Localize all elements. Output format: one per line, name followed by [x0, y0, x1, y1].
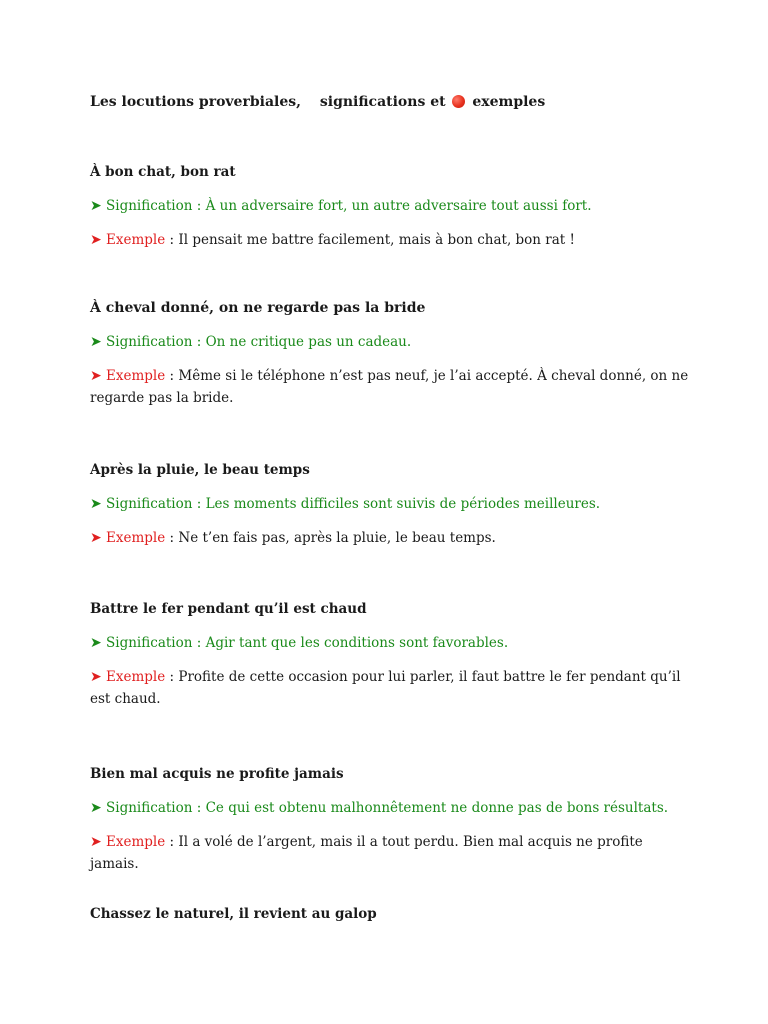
red-circle-icon [452, 95, 465, 108]
signification-line [90, 331, 690, 353]
arrow-right-icon: ➤ [90, 800, 102, 816]
proverb-heading: Battre le fer pendant qu’il est chaud [90, 601, 367, 617]
signification-label: Signification : [106, 334, 202, 350]
proverb-entry [90, 600, 690, 710]
exemple-line [90, 365, 690, 409]
signification-text: Les moments difficiles sont suivis de périodes meilleures. [205, 496, 601, 512]
signification-text: On ne critique pas un cadeau. [205, 334, 412, 350]
document-title-part1: Les locutions proverbiales, [90, 94, 302, 110]
exemple-line [90, 229, 690, 251]
exemple-text: : Ne t’en fais pas, après la pluie, le beau temps. [169, 530, 496, 546]
exemple-line [90, 527, 690, 549]
arrow-right-icon: ➤ [90, 496, 102, 512]
signification-label: Signification : [106, 198, 202, 214]
document-title-part3: exemples [472, 94, 546, 110]
exemple-text: : Profite de cette occasion pour lui parler, il faut battre le fer pendant qu’il est chaud. [90, 669, 681, 707]
arrow-right-icon: ➤ [90, 669, 102, 685]
signification-line [90, 195, 690, 217]
signification-line [90, 797, 690, 819]
signification-text: À un adversaire fort, un autre adversaire tout aussi fort. [205, 198, 592, 214]
proverb-entry [90, 461, 690, 549]
proverb-entry [90, 299, 690, 409]
document-title [90, 93, 710, 111]
exemple-text: : Il pensait me battre facilement, mais à bon chat, bon rat ! [169, 232, 575, 248]
proverb-heading: À bon chat, bon rat [90, 164, 236, 180]
proverb-heading: Chassez le naturel, il revient au galop [90, 906, 377, 922]
exemple-line [90, 666, 690, 710]
arrow-right-icon: ➤ [90, 530, 102, 546]
signification-line [90, 493, 690, 515]
arrow-right-icon: ➤ [90, 334, 102, 350]
exemple-text: : Il a volé de l’argent, mais il a tout perdu. Bien mal acquis ne profite jamais. [90, 834, 643, 872]
arrow-right-icon: ➤ [90, 198, 102, 214]
arrow-right-icon: ➤ [90, 368, 102, 384]
exemple-line [90, 831, 690, 875]
signification-label: Signification : [106, 800, 202, 816]
signification-line [90, 632, 690, 654]
signification-label: Signification : [106, 635, 202, 651]
exemple-label: Exemple [106, 669, 166, 685]
exemple-label: Exemple [106, 530, 166, 546]
proverb-heading: Après la pluie, le beau temps [90, 462, 310, 478]
proverb-entry [90, 163, 690, 251]
document-title-part2: significations et [319, 94, 446, 110]
signification-text: Agir tant que les conditions sont favorables. [205, 635, 509, 651]
arrow-right-icon: ➤ [90, 834, 102, 850]
arrow-right-icon: ➤ [90, 635, 102, 651]
proverb-entry [90, 765, 690, 875]
proverb-entry [90, 905, 690, 923]
exemple-label: Exemple [106, 232, 166, 248]
proverb-heading: À cheval donné, on ne regarde pas la bride [90, 300, 426, 316]
signification-text: Ce qui est obtenu malhonnêtement ne donne pas de bons résultats. [205, 800, 669, 816]
arrow-right-icon: ➤ [90, 232, 102, 248]
exemple-label: Exemple [106, 834, 166, 850]
exemple-label: Exemple [106, 368, 166, 384]
proverb-heading: Bien mal acquis ne profite jamais [90, 766, 344, 782]
exemple-text: : Même si le téléphone n’est pas neuf, je l’ai accepté. À cheval donné, on ne regarde pas la bride. [90, 368, 689, 406]
signification-label: Signification : [106, 496, 202, 512]
